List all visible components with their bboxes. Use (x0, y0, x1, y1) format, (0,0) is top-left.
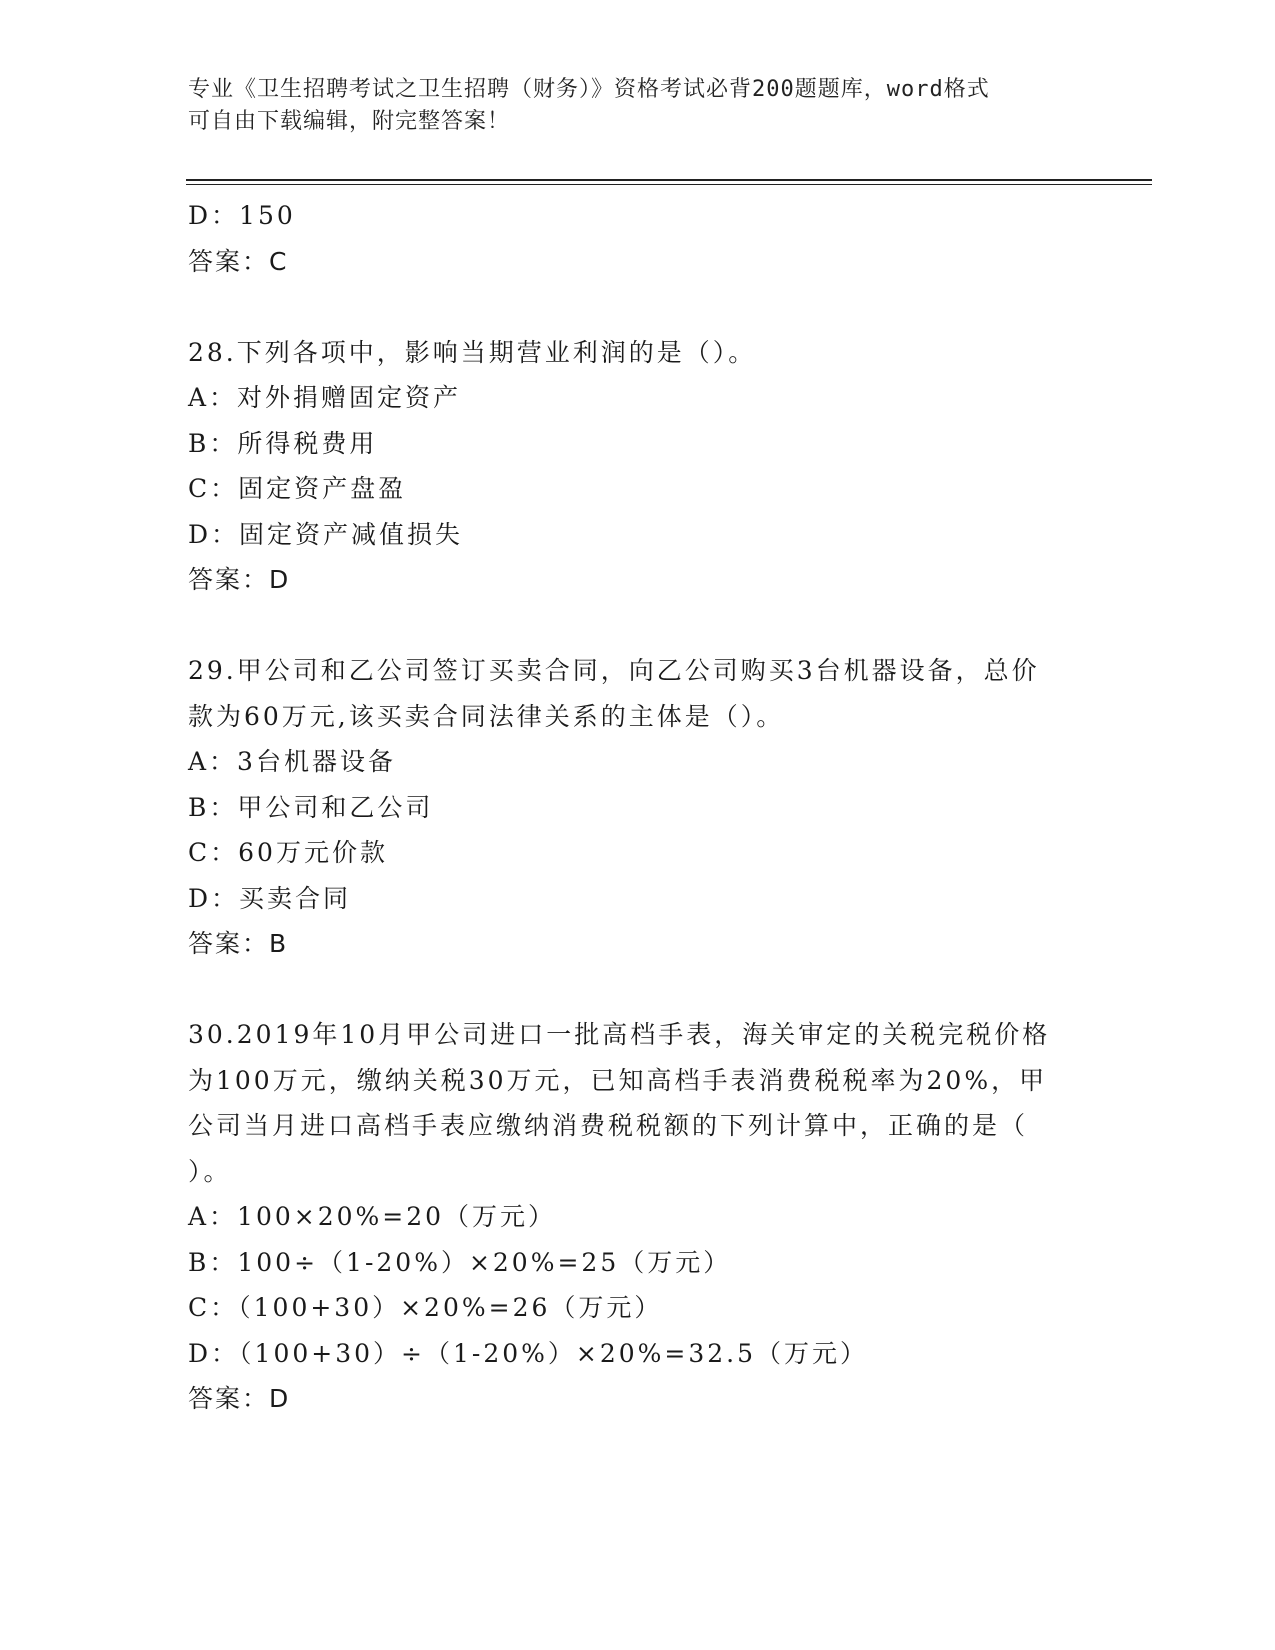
answer: 答案：D (188, 565, 291, 594)
option-d: D：固定资产减值损失 (188, 519, 464, 549)
option-c: C：60万元价款 (188, 838, 388, 867)
question-28 (188, 330, 1088, 603)
option-a: A：3台机器设备 (188, 747, 396, 776)
previous-answer: 答案：C (188, 246, 289, 276)
question-stem: 款为60万元,该买卖合同法律关系的主体是（）。 (188, 701, 785, 731)
question-30 (188, 1012, 1088, 1422)
header-rule-thick (186, 179, 1152, 181)
option-a: A：对外捐赠固定资产 (188, 383, 462, 412)
option-d: D：（100+30）÷（1-20%）×20%=32.5（万元） (188, 1338, 869, 1368)
option-a: A：100×20%=20（万元） (188, 1202, 557, 1231)
question-29 (188, 648, 1088, 967)
question-stem: 29.甲公司和乙公司签订买卖合同，向乙公司购买3台机器设备，总价 (188, 656, 1040, 685)
question-stem: 公司当月进口高档手表应缴纳消费税税额的下列计算中，正确的是（ (188, 1111, 1029, 1140)
answer: 答案：D (188, 1384, 291, 1413)
document-header (188, 74, 1088, 138)
option-c: C：固定资产盘盈 (188, 474, 407, 503)
spacer (188, 284, 1088, 330)
spacer (188, 967, 1088, 1013)
option-c: C：（100+30）×20%=26（万元） (188, 1293, 663, 1322)
header-title-line-2: 可自由下载编辑，附完整答案！ (188, 109, 511, 134)
question-stem: ）。 (188, 1156, 232, 1186)
spacer (188, 603, 1088, 649)
header-rule-thin (186, 184, 1152, 185)
option-b: B：所得税费用 (188, 428, 378, 458)
question-stem: 30.2019年10月甲公司进口一批高档手表，海关审定的关税完税价格 (188, 1020, 1051, 1049)
option-b: B：100÷（1-20%）×20%=25（万元） (188, 1247, 732, 1277)
question-stem: 28.下列各项中，影响当期营业利润的是（）。 (188, 337, 757, 367)
previous-option-d: D：150 (188, 201, 296, 230)
question-stem: 为100万元，缴纳关税30万元，已知高档手表消费税税率为20%，甲 (188, 1065, 1048, 1095)
question-list (188, 193, 1088, 1422)
option-d: D：买卖合同 (188, 883, 352, 913)
answer: 答案：B (188, 929, 289, 958)
option-b: B：甲公司和乙公司 (188, 792, 434, 822)
header-title-line-1: 专业《卫生招聘考试之卫生招聘（财务）》资格考试必背200题题库，word格式 (188, 77, 990, 102)
